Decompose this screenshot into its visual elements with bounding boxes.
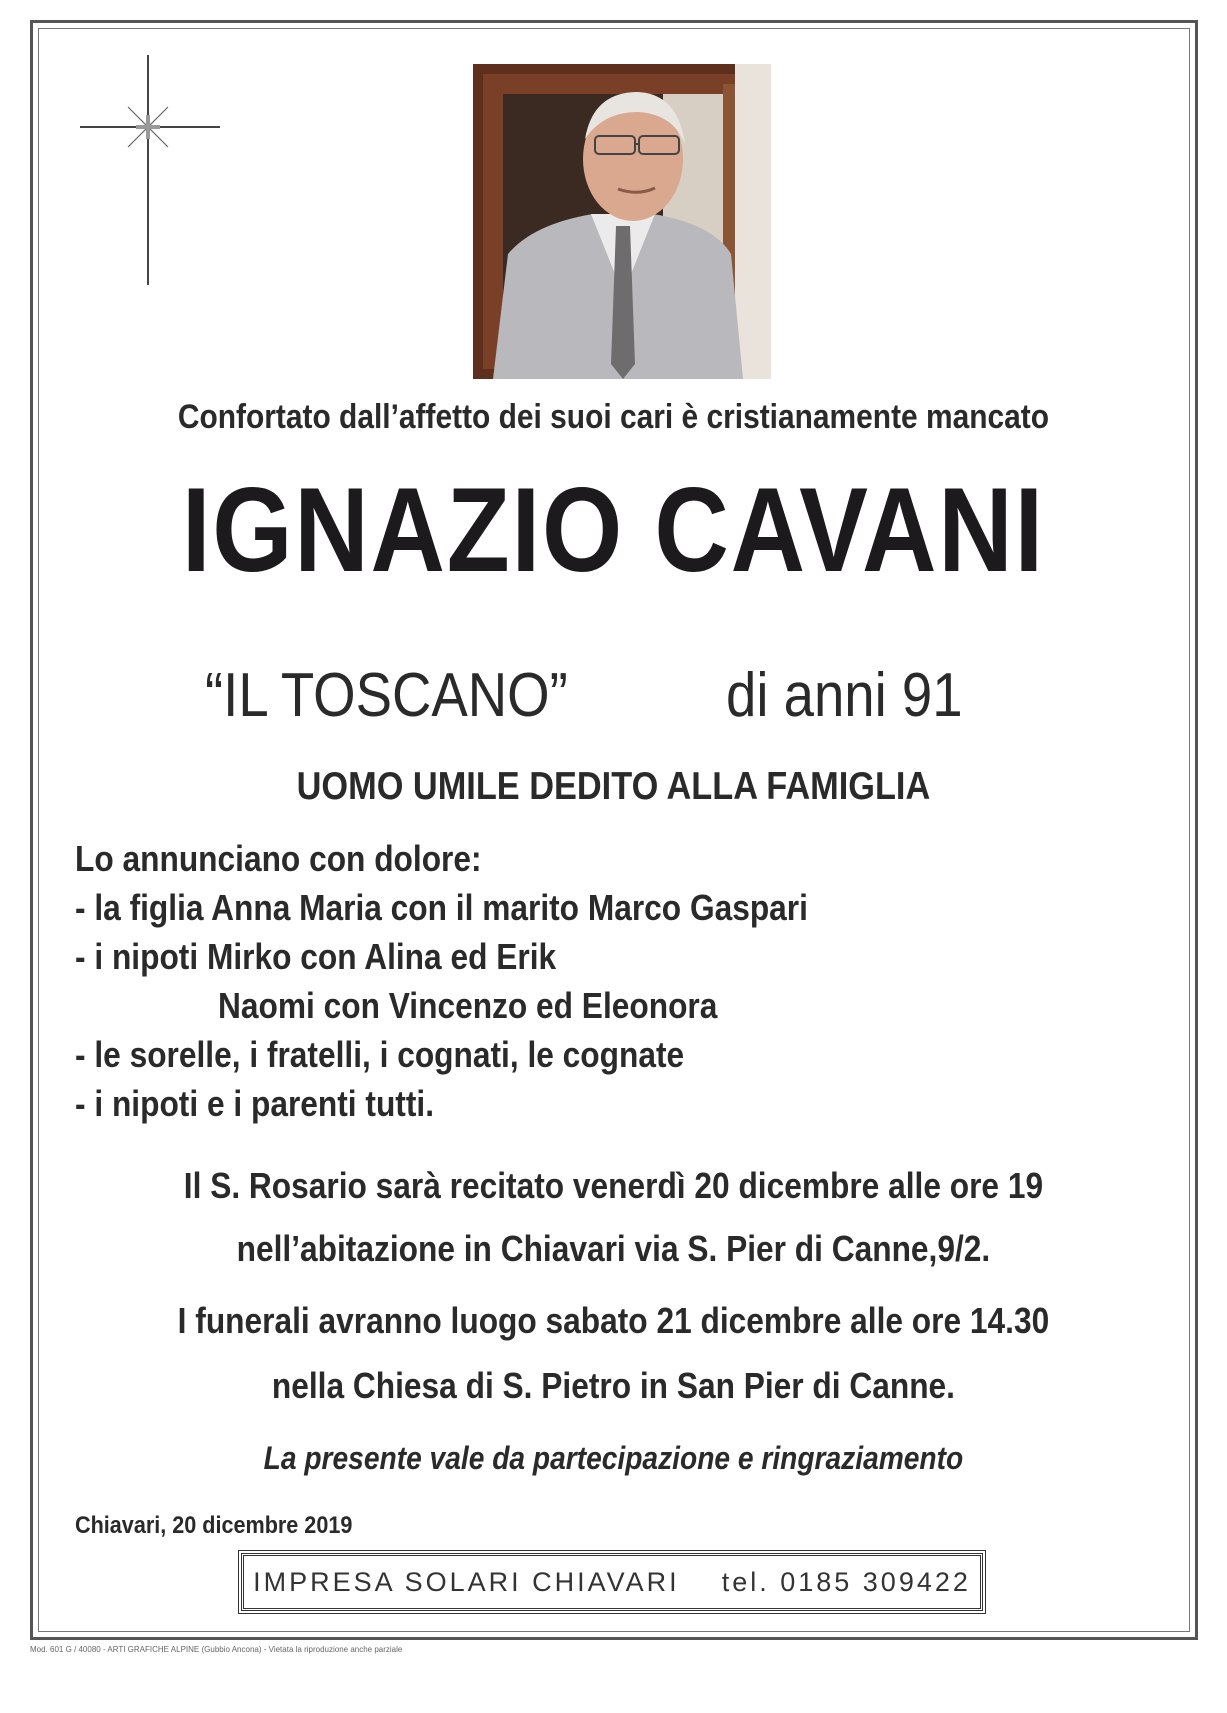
announcer-line: - i nipoti e i parenti tutti. xyxy=(75,1083,435,1124)
agency-text xyxy=(253,1567,971,1598)
cross-icon xyxy=(80,55,230,285)
nickname: “IL TOSCANO” xyxy=(205,661,568,730)
announcers-heading: Lo annunciano con dolore: xyxy=(75,838,482,879)
nickname-age-row xyxy=(0,660,1227,730)
announcer-line: - le sorelle, i fratelli, i cognati, le cognate xyxy=(75,1034,685,1075)
rosary-line-1: Il S. Rosario sarà recitato venerdì 20 dicembre alle ore 19 xyxy=(183,1165,1044,1206)
funeral-line-1: I funerali avranno luogo sabato 21 dicembre alle ore 14.30 xyxy=(177,1300,1050,1341)
intro-text: Confortato dall’affetto dei suoi cari è cristianamente mancato xyxy=(177,398,1050,436)
rosary-line-2: nell’abitazione in Chiavari via S. Pier di Canne,9/2. xyxy=(236,1228,991,1269)
announcer-line: - i nipoti Mirko con Alina ed Erik xyxy=(75,936,557,977)
motto: UOMO UMILE DEDITO ALLA FAMIGLIA xyxy=(296,765,931,808)
announcer-line: Naomi con Vincenzo ed Eleonora xyxy=(218,985,718,1026)
dateline: Chiavari, 20 dicembre 2019 xyxy=(75,1512,353,1539)
agency-name: IMPRESA SOLARI CHIAVARI xyxy=(253,1566,680,1597)
agency-box xyxy=(241,1553,983,1611)
age: di anni 91 xyxy=(726,661,963,730)
closing-text: La presente vale da partecipazione e ringraziamento xyxy=(263,1440,964,1476)
deceased-name: IGNAZIO CAVANI xyxy=(181,463,1045,597)
funeral-line-2: nella Chiesa di S. Pietro in San Pier di Canne. xyxy=(271,1365,955,1406)
footer-note: Mod. 601 G / 40080 - ARTI GRAFICHE ALPINE (Gubbio Ancona) - Vietata la riproduzione anche parziale xyxy=(30,1645,403,1654)
announcer-line: - la figlia Anna Maria con il marito Marco Gaspari xyxy=(75,887,808,928)
agency-phone: tel. 0185 309422 xyxy=(721,1566,971,1597)
portrait-photo xyxy=(473,64,771,379)
